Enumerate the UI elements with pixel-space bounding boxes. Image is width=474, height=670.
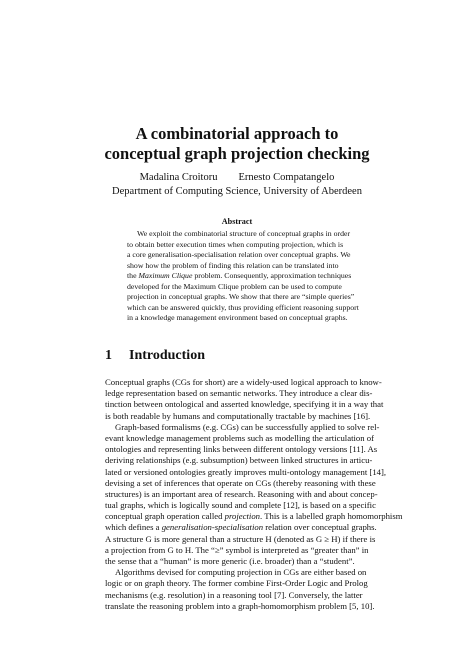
abstract-line: We exploit the combinatorial structure of conceptual graphs in order	[137, 229, 351, 238]
body-line	[105, 511, 403, 522]
body-line: the sense that a “human” is more generic (i.e. broader) than a “student”.	[105, 556, 355, 566]
section-body	[105, 377, 403, 612]
body-line: Algorithms devised for computing projection in CGs are either based on	[115, 567, 367, 578]
paper-title	[60, 124, 414, 164]
abstract-emphasis: Maximum Clique	[138, 271, 193, 280]
body-line	[105, 522, 377, 533]
body-emphasis: projection	[224, 511, 261, 522]
abstract-line: show how the problem of finding this relation can be translated into	[127, 260, 339, 270]
body-line: structures) is an important area of research. Reasoning with and about concep-	[105, 488, 378, 499]
section-number: 1	[105, 348, 112, 363]
body-line: ontologies and representing links between different ontology versions [11]. As	[105, 444, 378, 455]
author-name: Ernesto Compatangelo	[238, 172, 335, 183]
abstract-line: projection in conceptual graphs. We show that there are “simple queries”	[127, 292, 355, 301]
abstract-line: in a knowledge management environment based on conceptual graphs.	[127, 313, 348, 322]
abstract-line-part: the	[127, 271, 139, 280]
section-heading	[105, 347, 205, 365]
body-line-part: conceptual graph operation called	[105, 511, 225, 522]
body-line: A structure G is more general than a structure H (denoted as G ≥ H) if there is	[105, 533, 376, 544]
body-line: tinction between ontological and asserted knowledge, specifying it in a way that	[105, 399, 384, 410]
abstract-line	[127, 271, 367, 282]
body-line-part: which defines a	[105, 522, 162, 533]
body-line: logic or on graph theory. The former combine First-Order Logic and Prolog	[105, 578, 368, 589]
author-name: Madalina Croitoru	[139, 172, 218, 183]
body-line: mechanisms (e.g. resolution) in a reasoning tool [7]. Conversely, the latter	[105, 589, 363, 600]
title-line: A combinatorial approach to	[135, 124, 339, 143]
body-line: deriving relationships (e.g. subsumption) between linked structures in articu-	[105, 455, 373, 466]
body-line: is both readable by humans and computationally tractable by machines [16].	[105, 410, 371, 421]
author-list	[60, 171, 414, 185]
abstract-heading: Abstract	[221, 217, 253, 226]
body-line-part: . This is a labelled graph homomorphism	[260, 511, 403, 522]
body-line: Conceptual graphs (CGs for short) are a widely-used logical approach to know-	[105, 377, 382, 387]
affiliation: Department of Computing Science, University of Aberdeen	[112, 186, 362, 197]
body-line: lated or versioned ontologies greatly improves multi-ontology management [14],	[105, 466, 387, 477]
body-emphasis: generalisation-specialisation	[161, 522, 264, 533]
section-title: Introduction	[129, 348, 205, 363]
body-line: tual graphs, which is logically sound and complete [12], is based on a specific	[105, 500, 376, 511]
body-line: evant knowledge management problems such as modelling the articulation of	[105, 432, 374, 443]
body-line-part: relation over conceptual graphs.	[263, 522, 377, 533]
abstract-line: a core generalisation-specialisation relation over conceptual graphs. We	[127, 250, 351, 259]
abstract-text	[127, 229, 367, 324]
body-line: a projection from G to H. The “≥” symbol is interpreted as “greater than” in	[105, 544, 369, 555]
title-line: conceptual graph projection checking	[104, 144, 370, 163]
abstract-line: developed for the Maximum Clique problem can be used to compute	[127, 281, 342, 291]
abstract-line-part: problem. Consequently, approximation techniques	[192, 271, 352, 280]
body-line: translate the reasoning problem into a graph-homomorphism problem [5, 10].	[105, 600, 375, 611]
abstract-line: to obtain better execution times when computing projection, which is	[127, 239, 344, 249]
body-line: ledge representation based on semantic networks. They introduce a clear dis-	[105, 388, 373, 399]
body-line: devising a set of inferences that operate on CGs (thereby reasoning with these	[105, 477, 376, 488]
body-line: Graph-based formalisms (e.g. CGs) can be successfully applied to solve rel-	[115, 421, 380, 432]
abstract-line: which can be answered quickly, thus providing efficient reasoning support	[127, 302, 359, 312]
